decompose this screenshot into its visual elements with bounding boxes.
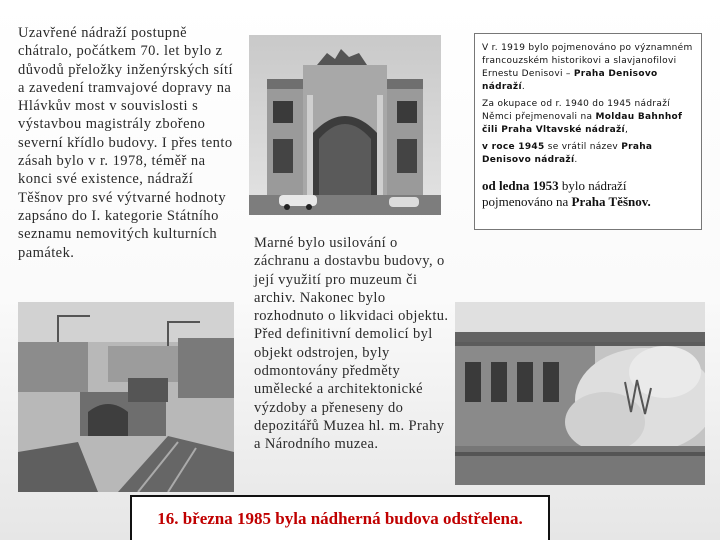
name-1940-paragraph (482, 98, 695, 137)
demolition-photo (455, 302, 705, 485)
station-photo (249, 35, 441, 215)
name-1953-text: bylo nádraží pojmenováno na (482, 178, 627, 209)
name-1940-end: , (624, 125, 629, 135)
name-1953-date: od ledna 1953 (482, 178, 559, 193)
name-1940-bold: Moldau Bahnhof čili Praha Vltavské nádraží (482, 112, 683, 135)
name-1953-bold: Praha Těšnov. (571, 193, 651, 209)
name-1945-paragraph (482, 141, 695, 167)
left-paragraph: Uzavřené nádraží postupně chátralo, počátkem 70. let bylo z důvodů přeložky inženýrských sítí a zavedení tramvajové dopravy na Hlávkův most v souvislosti s výstavbou magistrály zbořeno severní křídlo budovy. I přes tento zásah bylo v r. 1978, téměř na konci své existence, nádraží Těšnov pro své výtvarné hodnoty zapsáno do I. kategorie Státního seznamu nemovitých kulturních památek. (18, 25, 233, 261)
name-1919-bold: Praha Denisovo nádraží (482, 69, 658, 92)
name-1945-text: se vrátil název (547, 142, 619, 152)
name-1919-paragraph (482, 42, 695, 94)
name-1953-paragraph (482, 178, 695, 209)
name-1919-text: V r. 1919 bylo pojmenováno po významném francouzském historikovi a slavjanofilovi Ernestu Denisovi – (482, 43, 693, 79)
name-1945-end: . (574, 155, 578, 165)
name-1945-bold: Praha Denisovo nádraží (482, 142, 653, 165)
name-history-box (474, 33, 702, 230)
demolition-date-text: 16. března 1985 byla nádherná budova odstřelena. (157, 508, 523, 528)
name-1940-text: Za okupace od r. 1940 do 1945 nádraží Němci přejmenovali na (482, 99, 671, 122)
demolition-date-banner (130, 495, 550, 540)
city-aerial-photo (18, 302, 234, 492)
name-1945-year: v roce 1945 (482, 142, 545, 152)
name-1919-end: . (521, 82, 526, 92)
middle-paragraph: Marné bylo usilování o záchranu a dostavbu budovy, o její využití pro muzeum či archiv. Nakonec bylo rozhodnuto o likvidaci objektu. Před definitivní demolicí byl objekt odstrojen, byly odmontovány předměty umělecké a architektonické výzdoby a přeneseny do depozitářů Muzea hl. m. Prahy a Národního muzea. (254, 235, 449, 453)
